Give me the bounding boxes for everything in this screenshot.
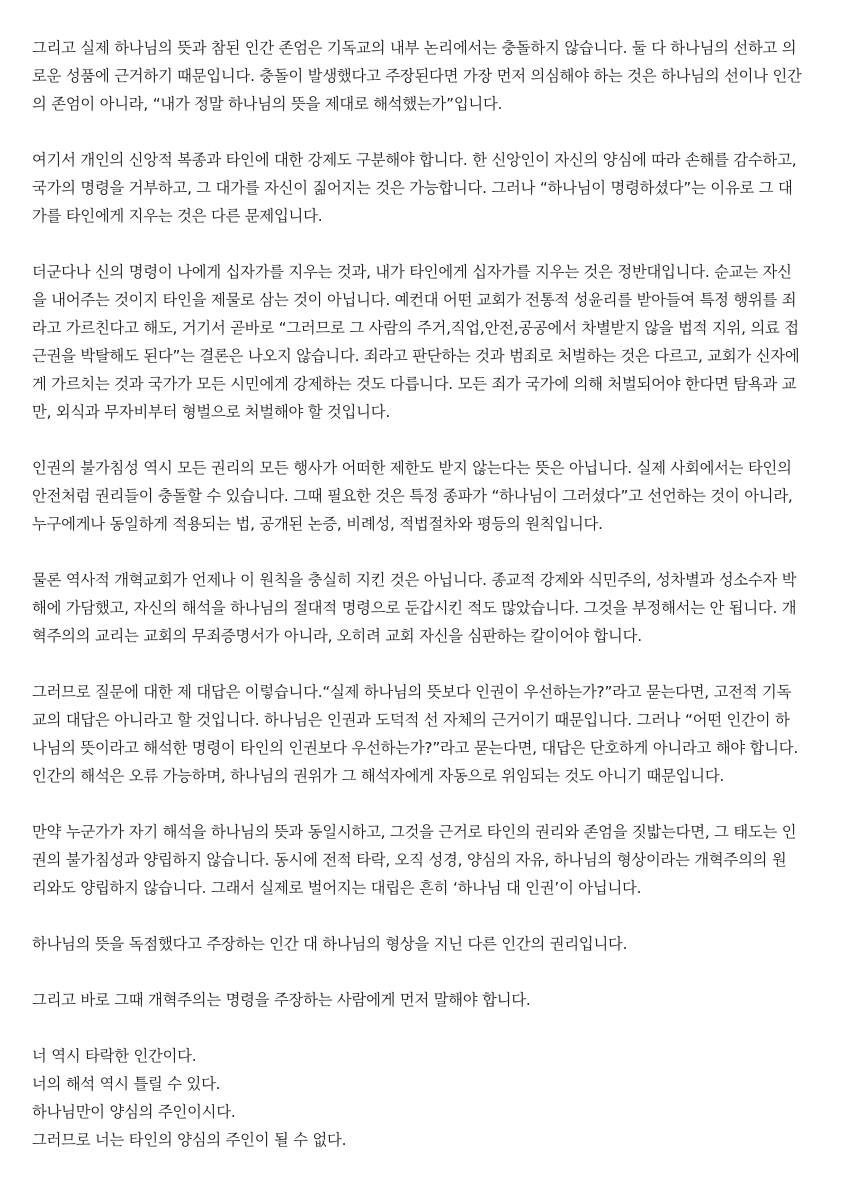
paragraph-2	[32, 146, 832, 230]
text-line: 근권을 박탈해도 된다”는 결론은 나오지 않습니다. 죄라고 판단하는 것과 범죄로 처벌하는 것은 다르고, 교회가 신자에	[32, 347, 800, 365]
paragraph-9	[32, 986, 832, 1014]
text-line: 라고 가르친다고 해도, 거기서 곧바로 “그러므로 그 사람의 주거,직업,안전,공공에서 차별받지 않을 법적 지위, 의료 접	[32, 319, 799, 337]
text-line: 여기서 개인의 신앙적 복종과 타인에 대한 강제도 구분해야 합니다. 한 신앙인이 자신의 양심에 따라 손해를 감수하고,	[32, 151, 797, 169]
paragraph-3	[32, 258, 832, 426]
text-line: 만, 외식과 무자비부터 형벌으로 처벌해야 할 것입니다.	[32, 403, 390, 421]
text-line: 혁주의의 교리는 교회의 무죄증명서가 아니라, 오히려 교회 자신을 심판하는 칼이어야 합니다.	[32, 627, 642, 645]
text-line: 인권의 불가침성 역시 모든 권리의 모든 행사가 어떠한 제한도 받지 않는다는 뜻은 아닙니다. 실제 사회에서는 타인의	[32, 459, 792, 477]
closing-line: 너의 해석 역시 틀릴 수 있다.	[32, 1075, 221, 1093]
article-body	[32, 34, 832, 1154]
text-line: 그리고 바로 그때 개혁주의는 명령을 주장하는 사람에게 먼저 말해야 합니다.	[32, 991, 531, 1009]
text-line: 로운 성품에 근거하기 때문입니다. 충돌이 발생했다고 주장된다면 가장 먼저 의심해야 하는 것은 하나님의 선이나 인간	[32, 67, 802, 85]
text-line: 그리고 실제 하나님의 뜻과 참된 인간 존엄은 기독교의 내부 논리에서는 충돌하지 않습니다. 둘 다 하나님의 선하고 의	[32, 39, 797, 57]
text-line: 그러므로 질문에 대한 제 대답은 이렇습니다.“실제 하나님의 뜻보다 인권이 우선하는가?”라고 묻는다면, 고전적 기독	[32, 683, 792, 701]
text-line: 권의 불가침성과 양립하지 않습니다. 동시에 전적 타락, 오직 성경, 양심의 자유, 하나님의 형상이라는 개혁주의의 원	[32, 851, 787, 869]
paragraph-7	[32, 818, 832, 902]
text-line: 물론 역사적 개혁교회가 언제나 이 원칙을 충실히 지킨 것은 아닙니다. 종교적 강제와 식민주의, 성차별과 성소수자 박	[32, 571, 797, 589]
closing-line: 하나님만이 양심의 주인이시다.	[32, 1103, 236, 1121]
text-line: 인간의 해석은 오류 가능하며, 하나님의 권위가 그 해석자에게 자동으로 위임되는 것도 아니기 때문입니다.	[32, 767, 725, 785]
text-line: 나님의 뜻이라고 해석한 명령이 타인의 인권보다 우선하는가?”라고 묻는다면, 대답은 단호하게 아니라고 해야 합니다.	[32, 739, 799, 757]
paragraph-8	[32, 930, 832, 958]
text-line: 하나님의 뜻을 독점했다고 주장하는 인간 대 하나님의 형상을 지닌 다른 인간의 권리입니다.	[32, 935, 628, 953]
text-line: 의 존엄이 아니라, “내가 정말 하나님의 뜻을 제대로 해석했는가”입니다.	[32, 95, 503, 113]
text-line: 게 가르치는 것과 국가가 모든 시민에게 강제하는 것도 다릅니다. 모든 죄가 국가에 의해 처벌되어야 한다면 탐욕과 교	[32, 375, 797, 393]
paragraph-1	[32, 34, 832, 118]
text-line: 해에 가담했고, 자신의 해석을 하나님의 절대적 명령으로 둔갑시킨 적도 많았습니다. 그것을 부정해서는 안 됩니다. 개	[32, 599, 797, 617]
closing-line: 너 역시 타락한 인간이다.	[32, 1047, 197, 1065]
text-line: 국가의 명령을 거부하고, 그 대가를 자신이 짊어지는 것은 가능합니다. 그러나 “하나님이 명령하셨다”는 이유로 그 대	[32, 179, 793, 197]
text-line: 가를 타인에게 지우는 것은 다른 문제입니다.	[32, 207, 323, 225]
text-line: 더군다나 신의 명령이 나에게 십자가를 지우는 것과, 내가 타인에게 십자가를 지우는 것은 정반대입니다. 순교는 자신	[32, 263, 792, 281]
paragraph-5	[32, 566, 832, 650]
paragraph-4	[32, 454, 832, 538]
paragraph-6	[32, 678, 832, 790]
text-line: 교의 대답은 아니라고 할 것입니다. 하나님은 인권과 도덕적 선 자체의 근거이기 때문입니다. 그러나 “어떤 인간이 하	[32, 711, 790, 729]
text-line: 을 내어주는 것이지 타인을 제물로 삼는 것이 아닙니다. 예컨대 어떤 교회가 전통적 성윤리를 받아들여 특정 행위를 죄	[32, 291, 797, 309]
closing-statement	[32, 1042, 832, 1154]
text-line: 리와도 양립하지 않습니다. 그래서 실제로 벌어지는 대립은 흔히 ‘하나님 대 인권’이 아닙니다.	[32, 879, 642, 897]
closing-line: 그러므로 너는 타인의 양심의 주인이 될 수 없다.	[32, 1131, 347, 1149]
text-line: 안전처럼 권리들이 충돌할 수 있습니다. 그때 필요한 것은 특정 종파가 “하나님이 그러셨다”고 선언하는 것이 아니라,	[32, 487, 793, 505]
text-line: 누구에게나 동일하게 적용되는 법, 공개된 논증, 비례성, 적법절차와 평등의 원칙입니다.	[32, 515, 603, 533]
text-line: 만약 누군가가 자기 해석을 하나님의 뜻과 동일시하고, 그것을 근거로 타인의 권리와 존엄을 짓밟는다면, 그 태도는 인	[32, 823, 797, 841]
